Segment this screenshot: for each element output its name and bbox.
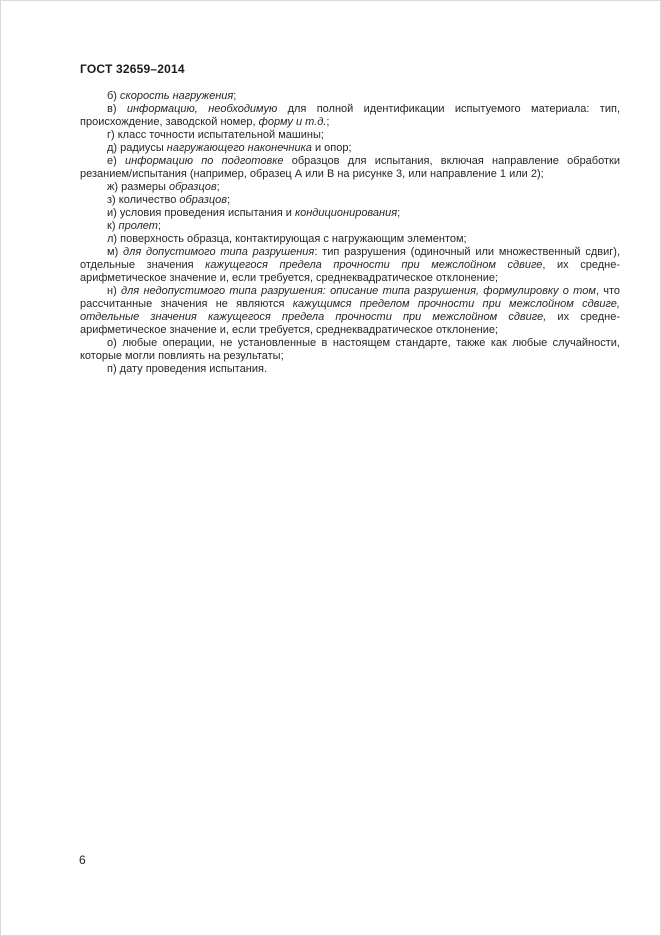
text-run: , их средне-арифметическое значение и, если требуется, среднеквадратическое отклонение; xyxy=(80,259,620,284)
text-run: л) поверхность образца, контактирующая с нагружающим элементом; xyxy=(107,233,467,245)
italic-text-run: кажущимся пределом прочности при межслойном сдвиге, отдельные значения кажущегося предела прочности при межслойном сдвиге, xyxy=(80,298,620,323)
page-number: 6 xyxy=(79,853,86,867)
text-run: : тип разрушения (одиночный или множественный сдвиг), отдельные значения xyxy=(80,246,620,271)
italic-text-run: для допустимого типа разрушения xyxy=(123,246,315,258)
paragraph xyxy=(80,337,620,363)
paragraph xyxy=(80,90,620,103)
document-body xyxy=(80,90,620,376)
italic-text-run: для недопустимого типа разрушения: описание типа разрушения, формулировку о том xyxy=(121,285,596,297)
italic-text-run: кондиционирования xyxy=(294,207,398,219)
text-run: их средне-арифметическое значение и, если требуется, среднеквадратическое отклонение; xyxy=(80,311,620,336)
text-run: для полной идентификации испытуемого материала: тип, происхождение, заводской номер, xyxy=(80,103,620,128)
text-run: ; xyxy=(326,116,330,128)
paragraph xyxy=(80,285,620,337)
text-run: ; xyxy=(226,194,231,206)
italic-text-run: нагружающего наконечника xyxy=(166,142,312,154)
text-run: , что рассчитанные значения не являются xyxy=(80,285,620,310)
paragraph xyxy=(80,194,620,207)
text-run: о) любые операции, не установленные в настоящем стандарте, также как любые случайности, которые могли повлиять на результаты; xyxy=(80,337,620,362)
text-run: ж) размеры xyxy=(107,181,169,193)
text-run: м) xyxy=(107,246,124,258)
text-run: и опор; xyxy=(311,142,352,154)
text-run: г) класс точности испытательной машины; xyxy=(107,129,324,141)
text-run: и) условия проведения испытания и xyxy=(107,207,295,219)
document-title: ГОСТ 32659–2014 xyxy=(80,62,185,76)
text-run: б) xyxy=(107,90,121,102)
italic-text-run: информацию по подготовке xyxy=(125,155,284,167)
text-run: з) количество xyxy=(107,194,180,206)
italic-text-run: образцов xyxy=(169,181,217,193)
text-run: е) xyxy=(107,155,126,167)
text-run: ; xyxy=(216,181,220,193)
paragraph xyxy=(80,233,620,246)
italic-text-run: кажущегося предела прочности при межслойном сдвиге xyxy=(205,259,543,271)
italic-text-run: образцов xyxy=(179,194,227,206)
italic-text-run: скорость нагружения xyxy=(120,90,234,102)
paragraph xyxy=(80,129,620,142)
paragraph xyxy=(80,363,620,376)
paragraph xyxy=(80,103,620,129)
paragraph xyxy=(80,142,620,155)
italic-text-run: информацию, необходимую xyxy=(126,103,278,115)
text-run: ; xyxy=(397,207,401,219)
paragraph xyxy=(80,220,620,233)
italic-text-run: форму и т.д. xyxy=(258,116,327,128)
text-run: образцов для испытания, включая направление обработки резанием/испытания (например, образец А или В на рисунке 3, или направление 1 или 2); xyxy=(80,155,620,180)
paragraph xyxy=(80,155,620,181)
text-run: ; xyxy=(233,90,237,102)
text-run: п) дату проведения испытания. xyxy=(107,363,268,375)
text-run: н) xyxy=(107,285,122,297)
text-run: д) радиусы xyxy=(107,142,167,154)
text-run: к) xyxy=(107,220,119,232)
text-run: в) xyxy=(107,103,127,115)
text-run: ; xyxy=(157,220,162,232)
italic-text-run: пролет xyxy=(118,220,158,232)
paragraph xyxy=(80,181,620,194)
paragraph xyxy=(80,207,620,220)
paragraph xyxy=(80,246,620,285)
